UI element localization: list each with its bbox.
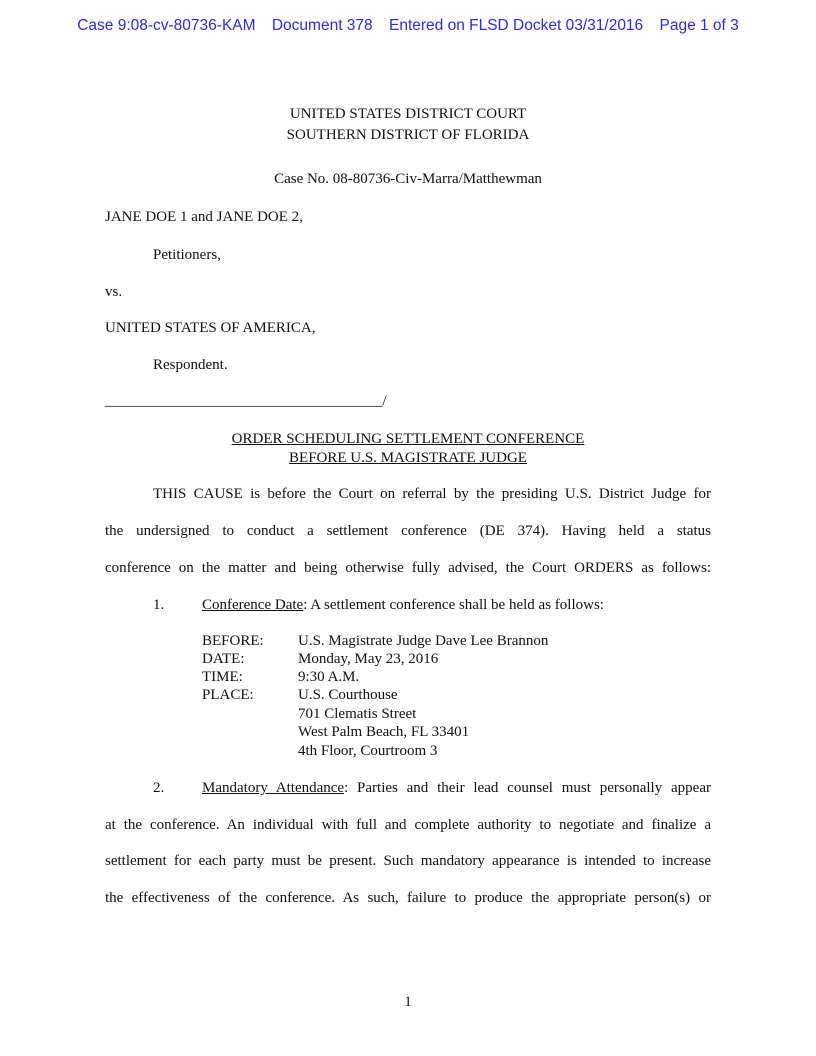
place-line-1: U.S. Courthouse bbox=[298, 687, 398, 703]
petitioners-name: JANE DOE 1 and JANE DOE 2, bbox=[105, 209, 303, 225]
court-name: UNITED STATES DISTRICT COURT bbox=[289, 106, 527, 122]
place-line-3: West Palm Beach, FL 33401 bbox=[298, 724, 470, 740]
item-2-line-3: settlement for each party must be present. Such mandatory appearance is intended to increase bbox=[105, 853, 711, 869]
header-case-number: Case 9:08-cv-80736-KAM bbox=[77, 17, 256, 34]
place-line-4: 4th Floor, Courtroom 3 bbox=[298, 743, 438, 759]
date-label: DATE: bbox=[202, 651, 245, 667]
caption-rule: _____________________________________/ bbox=[105, 393, 387, 409]
case-number: Case No. 08-80736-Civ-Marra/Matthewman bbox=[274, 171, 542, 187]
item-2-line-2: at the conference. An individual with full and complete authority to negotiate and finalize a bbox=[105, 817, 711, 833]
intro-line-3: conference on the matter and being otherwise fully advised, the Court ORDERS as follows: bbox=[105, 560, 711, 576]
time-label: TIME: bbox=[202, 669, 243, 685]
item-1-heading: Conference Date bbox=[202, 597, 304, 613]
item-1-number: 1. bbox=[153, 597, 165, 613]
header-document-number: Document 378 bbox=[271, 17, 373, 34]
date-value: Monday, May 23, 2016 bbox=[298, 651, 439, 667]
place-label: PLACE: bbox=[202, 687, 254, 703]
order-subtitle: BEFORE U.S. MAGISTRATE JUDGE bbox=[289, 450, 527, 466]
respondent-role: Respondent. bbox=[153, 357, 228, 373]
item-2-line-1-rest: : Parties and their lead counsel must personally appear bbox=[344, 780, 711, 796]
item-1-text bbox=[202, 596, 604, 615]
order-title: ORDER SCHEDULING SETTLEMENT CONFERENCE bbox=[231, 431, 585, 447]
petitioners-role: Petitioners, bbox=[153, 247, 221, 263]
item-1-body: : A settlement conference shall be held as follows: bbox=[303, 597, 604, 613]
intro-line-1: THIS CAUSE is before the Court on referral by the presiding U.S. District Judge for bbox=[153, 486, 711, 502]
header-page-count: Page 1 of 3 bbox=[659, 17, 739, 34]
item-2-line-4: the effectiveness of the conference. As such, failure to produce the appropriate person(s) or bbox=[105, 890, 711, 906]
time-value: 9:30 A.M. bbox=[298, 669, 360, 685]
item-2-line-1 bbox=[202, 779, 711, 798]
page-number: 1 bbox=[404, 994, 412, 1010]
court-district: SOUTHERN DISTRICT OF FLORIDA bbox=[286, 127, 530, 143]
place-line-2: 701 Clematis Street bbox=[298, 706, 417, 722]
versus: vs. bbox=[105, 284, 123, 300]
header-entered-date: Entered on FLSD Docket 03/31/2016 bbox=[388, 17, 644, 34]
before-value: U.S. Magistrate Judge Dave Lee Brannon bbox=[298, 633, 549, 649]
before-label: BEFORE: bbox=[202, 633, 264, 649]
item-2-number: 2. bbox=[153, 780, 165, 796]
docket-header bbox=[0, 17, 816, 35]
item-2-heading: Mandatory Attendance bbox=[202, 780, 345, 796]
respondent-name: UNITED STATES OF AMERICA, bbox=[105, 320, 316, 336]
intro-line-2: the undersigned to conduct a settlement conference (DE 374). Having held a status bbox=[105, 523, 711, 539]
